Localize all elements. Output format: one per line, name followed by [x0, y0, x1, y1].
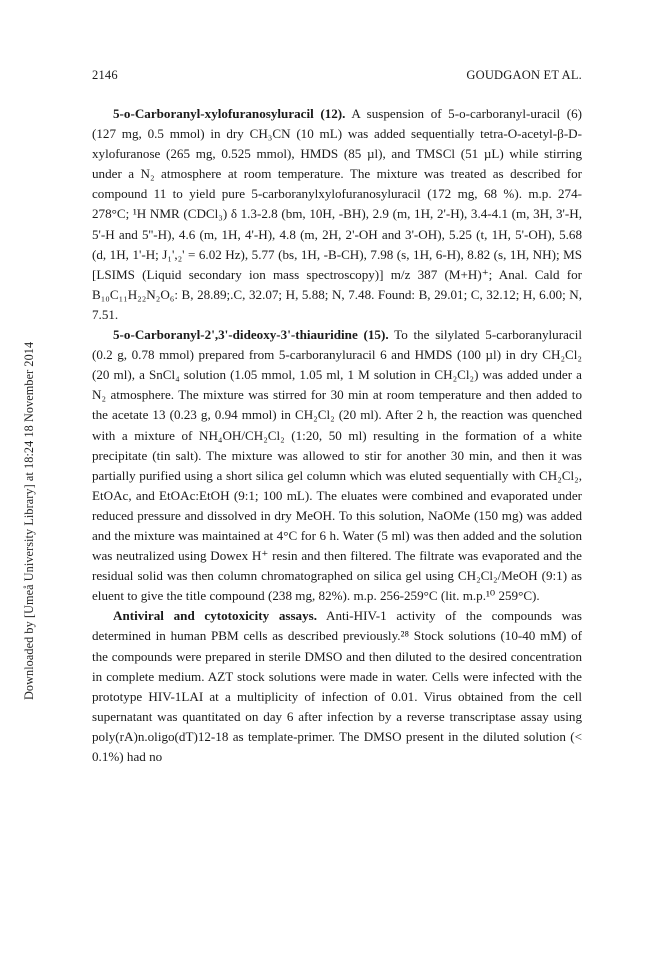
- section-heading: 5-o-Carboranyl-2',3'-dideoxy-3'-thiauridine (15).: [113, 327, 389, 343]
- paragraph-text: Anti-HIV-1 activity of the compounds was determined in human PBM cells as described previously.²⁸ Stock solutions (10-40 mM) of the compounds were prepared in sterile DMSO and then diluted to the desired concentration in complete medium. AZT stock solutions were made in water. Cells were infected with the prototype HIV-1LAI at a multiplicity of infection of 0.01. Virus obtained from the cell supernatant was quantitated on day 6 after infection by a reverse transcriptase assay using poly(rA)n.oligo(dT)12-18 as template-primer. The DMSO present in the diluted solution (< 0.1%) had no: [92, 608, 582, 764]
- section-heading: Antiviral and cytotoxicity assays.: [113, 608, 318, 624]
- page-number: 2146: [92, 68, 118, 82]
- download-notice: Downloaded by [Umeå University Library] at 18:24 18 November 2014: [22, 341, 36, 700]
- paragraph-antiviral-assays: [92, 606, 582, 767]
- paragraph-carboranyl-xylofuranosyluracil: [92, 104, 582, 325]
- paragraph-dideoxy-thiauridine: [92, 325, 582, 606]
- paragraph-text: A suspension of 5-o-carboranyl-uracil (6) (127 mg, 0.5 mmol) in dry CH₃CN (10 mL) was added sequentially tetra-O-acetyl-β-D-xylofuranose (265 mg, 0.525 mmol), HMDS (85 µl), and TMSCl (51 µL) while stirring under a N₂ atmosphere at room temperature. The mixture was treated as described for compound 11 to yield pure 5-carboranylxylofuranosyluracil (172 mg, 68 %). m.p. 274-278°C; ¹H NMR (CDCl₃) δ 1.3-2.8 (bm, 10H, -BH), 2.9 (m, 1H, 2'-H), 3.4-4.1 (m, 3H, 3'-H, 5'-H and 5''-H), 4.6 (m, 1H, 4'-H), 4.8 (m, 2H, 2'-OH and 3'-OH), 5.25 (t, 1H, 5'-OH), 5.68 (d, 1H, 1'-H; J₁',₂' = 6.02 Hz), 5.77 (bs, 1H, -B-CH), 7.98 (s, 1H, 6-H), 8.82 (s, 1H, NH); MS [LSIMS (Liquid secondary ion mass spectroscopy)] m/z 387 (M+H)⁺; Anal. Cald for B₁₀C₁₁H₂₂N₂O₆: B, 28.89;.C, 32.07; H, 5.88; N, 7.48. Found: B, 29.01; C, 32.12; H, 6.00; N, 7.51.: [92, 106, 582, 322]
- section-heading: 5-o-Carboranyl-xylofuranosyluracil (12).: [113, 106, 346, 121]
- paragraph-text: To the silylated 5-carboranyluracil (0.2 g, 0.78 mmol) prepared from 5-carboranyluracil 6 and HMDS (100 µl) in dry CH₂Cl₂ (20 ml), a SnCl₄ solution (1.05 mmol, 1.05 ml, 1 M solution in CH₂Cl₂) was added under a N₂ atmosphere. The mixture was stirred for 30 min at room temperature and then added to the acetate 13 (0.23 g, 0.94 mmol) in CH₂Cl₂ (20 ml). After 2 h, the reaction was quenched with a mixture of NH₄OH/CH₂Cl₂ (1:20, 50 ml) resulting in the formation of a white precipitate (tin salt). The mixture was allowed to stir for another 30 min, and then it was partially purified using a short silica gel column which was eluted sequentially with CH₂Cl₂, EtOAc, and EtOAc:EtOH (9:1; 100 mL). The eluates were combined and evaporated under reduced pressure and dissolved in dry MeOH. To this solution, NaOMe (150 mg) was added and the mixture was maintained at 4°C for 6 h. Water (5 ml) was then added and the solution was neutralized using Dowex H⁺ resin and then filtered. The filtrate was evaporated and the residual solid was then column chromatographed on silica gel using CH₂Cl₂/MeOH (9:1) as eluent to give the title compound (238 mg, 82%). m.p. 256-259°C (lit. m.p.¹⁰ 259°C).: [92, 327, 582, 604]
- body-text: [92, 104, 582, 767]
- running-title: GOUDGAON ET AL.: [466, 68, 582, 82]
